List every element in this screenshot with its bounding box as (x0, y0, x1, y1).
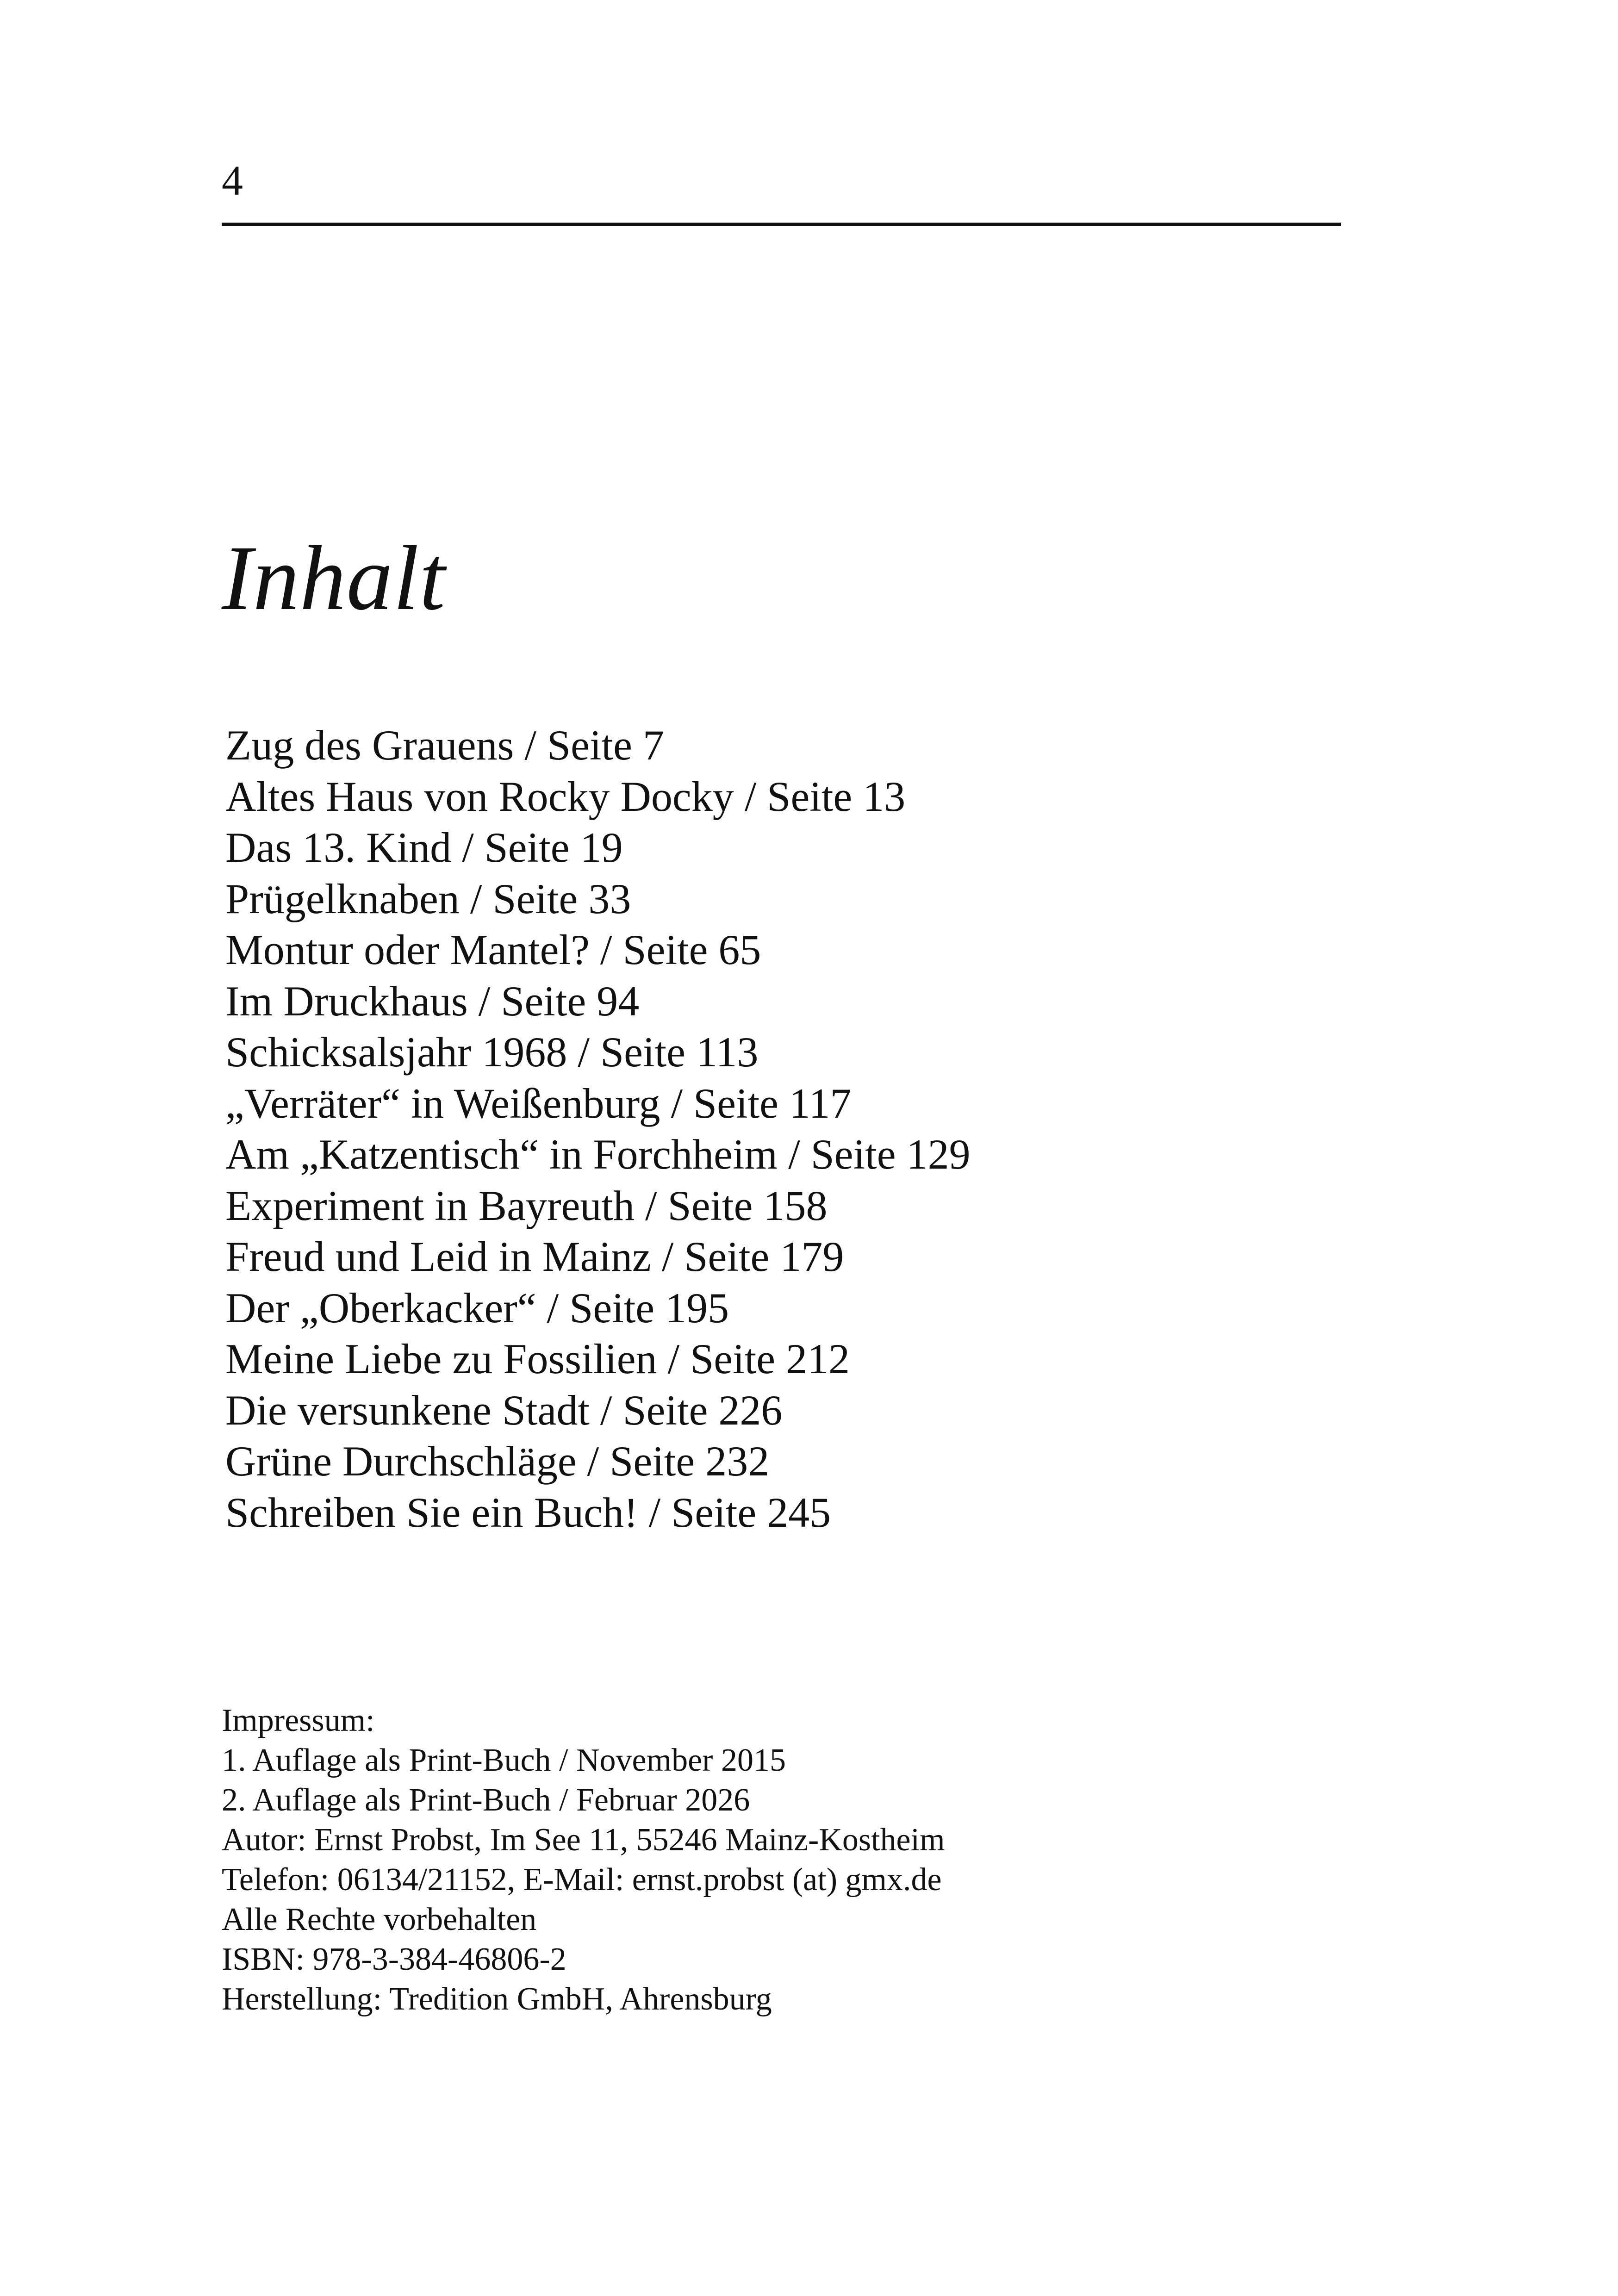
toc-item: Prügelknaben / Seite 33 (225, 875, 631, 922)
page-number: 4 (222, 157, 243, 204)
toc-item: Zug des Grauens / Seite 7 (225, 722, 664, 769)
imprint-edition-second: 2. Auflage als Print-Buch / Februar 2026 (222, 1782, 750, 1818)
toc-item: Schreiben Sie ein Buch! / Seite 245 (225, 1488, 831, 1536)
imprint-contact: Telefon: 06134/21152, E-Mail: ernst.probst (at) gmx.de (222, 1862, 942, 1898)
toc-item: Experiment in Bayreuth / Seite 158 (225, 1182, 828, 1229)
toc-title: Inhalt (222, 527, 446, 629)
toc-item: Montur oder Mantel? / Seite 65 (225, 926, 761, 973)
toc-item: Die versunkene Stadt / Seite 226 (225, 1386, 783, 1434)
imprint-rights: Alle Rechte vorbehalten (222, 1902, 537, 1937)
toc-item: Am „Katzentisch“ in Forchheim / Seite 129 (225, 1131, 971, 1178)
toc-item: Freud und Leid in Mainz / Seite 179 (225, 1233, 844, 1280)
header-rule (222, 223, 1341, 226)
imprint-block (222, 1701, 945, 2019)
imprint-publisher: Herstellung: Tredition GmbH, Ahrensburg (222, 1981, 772, 2017)
toc-list (225, 720, 971, 1538)
toc-item: „Verräter“ in Weißenburg / Seite 117 (225, 1079, 852, 1127)
imprint-heading: Impressum: (222, 1703, 375, 1738)
imprint-author: Autor: Ernst Probst, Im See 11, 55246 Mainz-Kostheim (222, 1822, 945, 1858)
imprint-isbn: ISBN: 978-3-384-46806-2 (222, 1941, 566, 1977)
toc-item: Im Druckhaus / Seite 94 (225, 977, 640, 1025)
toc-item: Schicksalsjahr 1968 / Seite 113 (225, 1028, 759, 1076)
toc-item: Der „Oberkacker“ / Seite 195 (225, 1284, 729, 1332)
toc-item: Grüne Durchschläge / Seite 232 (225, 1437, 770, 1485)
imprint-edition-first: 1. Auflage als Print-Buch / November 2015 (222, 1742, 786, 1778)
toc-item: Altes Haus von Rocky Docky / Seite 13 (225, 772, 906, 820)
toc-item: Meine Liebe zu Fossilien / Seite 212 (225, 1335, 850, 1382)
toc-item: Das 13. Kind / Seite 19 (225, 824, 623, 871)
